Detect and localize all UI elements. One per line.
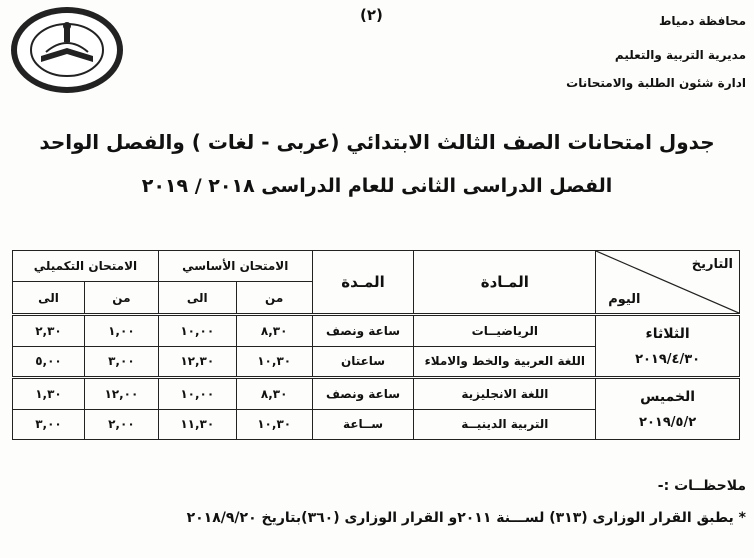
book-emblem-icon	[8, 4, 126, 96]
subject-cell: التربية الدينيــة	[414, 409, 596, 439]
directorate-logo	[8, 4, 126, 96]
main-from-header: من	[236, 282, 312, 315]
page-number: (٢)	[360, 6, 383, 24]
notes-title: ملاحظــات :-	[657, 478, 746, 494]
schedule-title: جدول امتحانات الصف الثالث الابتدائي (عربى - لغات ) والفصل الواحد	[39, 130, 715, 154]
day-label: الخميس	[640, 388, 696, 405]
supp-from-cell: ١٢,٠٠	[84, 378, 158, 410]
duration-cell: ساعة ونصف	[312, 378, 414, 410]
duration-cell: ســاعة	[312, 409, 414, 439]
day-date-cell	[596, 378, 740, 440]
date-day-header	[596, 251, 740, 315]
subject-cell: اللغة الانجليزية	[414, 378, 596, 410]
term-title: الفصل الدراسى الثانى للعام الدراسى ٢٠١٨ / ٢٠١٩	[141, 175, 613, 197]
note-line: * يطبق القرار الوزارى (٣١٣) لســـنة ٢٠١١و القرار الوزارى (٣٦٠)بتاريخ ٢٠١٨/٩/٢٠	[186, 510, 746, 526]
day-label: الثلاثاء	[645, 325, 690, 342]
duration-cell: ساعتان	[312, 346, 414, 378]
subject-cell: الرياضيــات	[414, 315, 596, 347]
supp-to-cell: ١,٣٠	[13, 378, 85, 410]
main-exam-header: الامتحان الأساسي	[158, 251, 312, 282]
main-from-cell: ١٠,٣٠	[236, 346, 312, 378]
governorate-label: محافظة دمياط	[658, 14, 746, 28]
main-from-cell: ١٠,٣٠	[236, 409, 312, 439]
supp-from-cell: ١,٠٠	[84, 315, 158, 347]
exam-schedule-table	[12, 250, 740, 440]
main-to-header: الى	[158, 282, 236, 315]
supp-to-cell: ٢,٣٠	[13, 315, 85, 347]
supp-from-cell: ٣,٠٠	[84, 346, 158, 378]
table-row	[13, 378, 740, 410]
supp-exam-header: الامتحان التكميلي	[13, 251, 159, 282]
main-to-cell: ١٠,٠٠	[158, 378, 236, 410]
main-to-cell: ١٢,٣٠	[158, 346, 236, 378]
main-from-cell: ٨,٣٠	[236, 315, 312, 347]
day-header-label: اليوم	[608, 292, 641, 307]
subject-header: المـادة	[414, 251, 596, 315]
supp-from-cell: ٢,٠٠	[84, 409, 158, 439]
main-to-cell: ١٠,٠٠	[158, 315, 236, 347]
date-header-label: التاريخ	[691, 257, 733, 272]
supp-from-header: من	[84, 282, 158, 315]
supp-to-cell: ٥,٠٠	[13, 346, 85, 378]
supp-to-cell: ٣,٠٠	[13, 409, 85, 439]
date-label: ٢٠١٩/٥/٢	[639, 414, 697, 430]
main-to-cell: ١١,٣٠	[158, 409, 236, 439]
table-row	[13, 315, 740, 347]
main-from-cell: ٨,٣٠	[236, 378, 312, 410]
day-date-cell	[596, 315, 740, 378]
date-label: ٢٠١٩/٤/٣٠	[635, 351, 701, 367]
duration-header: المـدة	[312, 251, 414, 315]
subject-cell: اللغة العربية والخط والاملاء	[414, 346, 596, 378]
department-label: ادارة شئون الطلبة والامتحانات	[566, 76, 746, 90]
duration-cell: ساعة ونصف	[312, 315, 414, 347]
directorate-label: مديرية التربية والتعليم	[614, 48, 746, 62]
supp-to-header: الى	[13, 282, 85, 315]
